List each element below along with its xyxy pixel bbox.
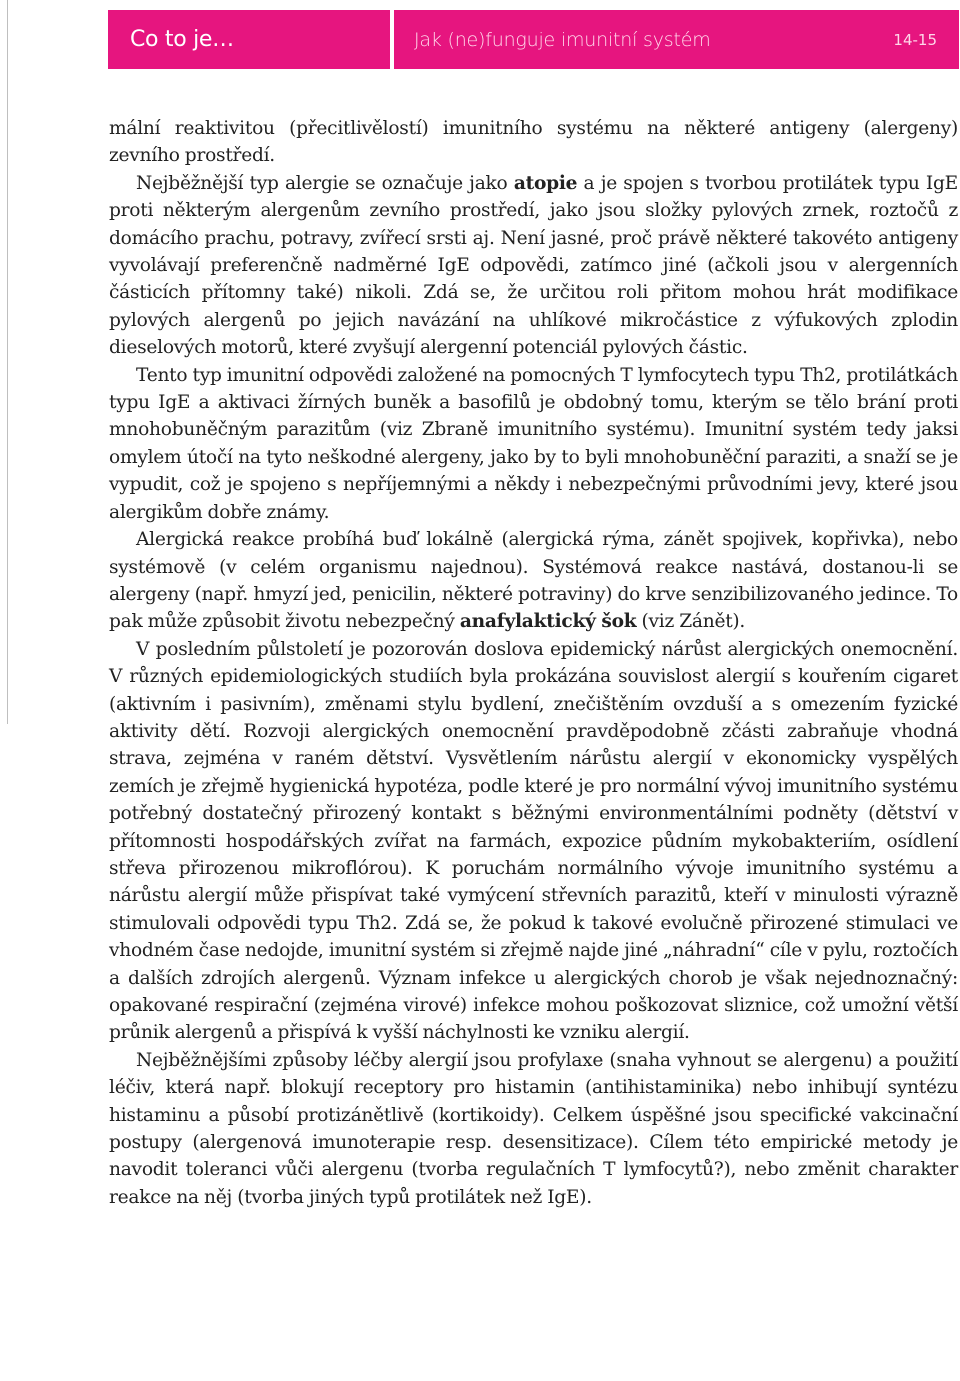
page-header (108, 10, 959, 69)
header-section-box (108, 10, 390, 69)
paragraph-text: Nejběžnějšími způsoby léčby alergií jsou profylaxe (snaha vyhnout se alergenu) a použití léčiv, která např. blokují receptory pro histamin (antihistaminika) nebo inhibují syntézu histaminu a působí protizánětlivě (kortikoidy). Celkem úspěšné jsou specifické vakcinační postupy (alergenová imunoterapie resp. desensitizace). Cílem této empirické metody je navodit toleranci vůči alergenu (tvorba regulačních T lymfocytů?), nebo změnit charakter reakce na něj (tvorba jiných typů protilátek než IgE). (109, 1049, 958, 1208)
paragraph-text: Tento typ imunitní odpovědi založené na pomocných T lymfocytech typu Th2, protilátkách typu IgE a aktivaci žírných buněk a basofilů je obdobný tomu, kterým se tělo brání proti mnohobuněčným parazitům (viz Zbraně imunitního systému). Imunitní systém tedy jaksi omylem útočí na tyto neškodné alergeny, jako by to byli mnohobuněční paraziti, a snaží se je vypudit, což je spojeno s nepříjemnými a někdy i nebezpečnými průvodními jevy, které jsou alergikům dobře známy. (109, 364, 958, 523)
margin-rule (7, 0, 8, 724)
paragraph-text: (viz Zánět). (636, 611, 746, 633)
paragraph-4 (109, 526, 958, 636)
header-chapter-box (394, 10, 959, 69)
term-anafylakticky-sok: anafylaktický šok (459, 611, 637, 633)
header-chapter-title: Jak (ne)funguje imunitní systém (414, 28, 711, 51)
paragraph-text: Nejběžnější typ alergie se označuje jako (136, 172, 514, 194)
paragraph-text: mální reaktivitou (přecitlivělostí) imunitního systému na některé antigeny (alergeny) zevního prostředí. (109, 118, 958, 167)
paragraph-5 (109, 636, 958, 1047)
paragraph-text: a je spojen s tvorbou protilátek typu IgE proti některým alergenům zevního prostředí, jako jsou složky pylových zrnek, roztočů z domácího prachu, potravy, zvířecí srsti aj. Není jasné, proč právě některé takovéto antigeny vyvolávají preferenčně nadměrné IgE odpovědi, zatímco jiné (ačkoli jsou v alergenních částicích přítomny také) nikoli. Zdá se, že určitou roli přitom mohou hrát modifikace pylových alergenů po jejich navázání na uhlíkové mikročástice z výfukových zplodin dieselových motorů, které zvyšují alergenní potenciál pylových částic. (109, 172, 958, 359)
paragraph-3 (109, 362, 958, 526)
header-page-numbers: 14-15 (893, 30, 937, 49)
paragraph-text: V posledním půlstoletí je pozorován doslova epidemický nárůst alergických onemocnění. V různých epidemiologických studiích byla prokázána souvislost alergií s kouřením cigaret (aktivním i pasivním), změnami stylu bydlení, znečištěním ovzduší a s omezením fyzické aktivity dětí. Rozvoji alergických onemocnění pravděpodobně zčásti zabraňuje vhodná strava, zejména v raném dětství. Vysvětlením nárůstu alergií v ekonomicky vyspělých zemích je zřejmě hygienická hypotéza, podle které je pro normální vývoj imunitního systému potřebný dostatečný přirozený kontakt s běžnými environmentálními podněty (dětství v přítomnosti hospodářských zvířat na farmách, expozice půdním mykobakteriím, osídlení střeva přirozenou mikroflórou). K poruchám normálního vývoje imunitního systému a nárůstu alergií může přispívat také vymýcení střevních parazitů, kteří v minulosti výrazně stimulovali odpovědi typu Th2. Zdá se, že pokud k takové evolučně přirozené stimulaci ve vhodném čase nedojde, imunitní systém si zřejmě najde jiné „náhradní“ cíle v pylu, roztočích a dalších zdrojích alergenů. Význam infekce u alergických chorob je však nejednoznačný: opakované respirační (zejména virové) infekce mohou poškozovat sliznice, což umožní větší průnik alergenů a přispívá k vyšší náchylnosti ke vzniku alergií. (109, 638, 958, 1044)
paragraph-2 (109, 170, 958, 362)
article-body (109, 115, 958, 1211)
header-section-title: Co to je… (130, 27, 234, 52)
term-atopie: atopie (513, 172, 578, 194)
paragraph-1 (109, 115, 958, 170)
paragraph-text: Alergická reakce probíhá buď lokálně (alergická rýma, zánět spojivek, kopřivka), nebo systémově (v celém organismu najednou). Systémová reakce nastává, dostanou-li se alergeny (např. hmyzí jed, penicilin, některé potraviny) do krve senzibilizovaného jedince. To pak může způsobit životu nebezpečný (109, 529, 958, 633)
paragraph-6 (109, 1047, 958, 1211)
